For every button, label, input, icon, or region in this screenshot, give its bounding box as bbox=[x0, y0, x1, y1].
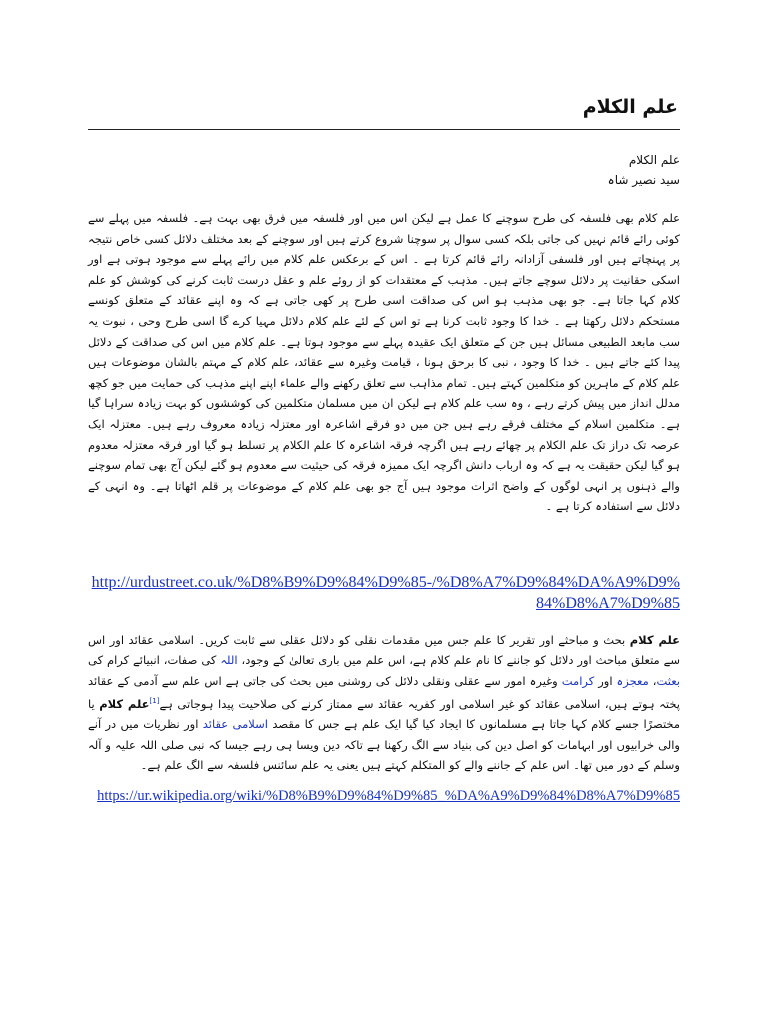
article-meta bbox=[88, 150, 680, 190]
wiki-link-islamic-beliefs[interactable]: اسلامی عقائد bbox=[202, 717, 268, 732]
para2-text-d: اور bbox=[594, 673, 617, 688]
meta-author: سید نصیر شاہ bbox=[607, 173, 680, 187]
source-link-wikipedia[interactable]: https://ur.wikipedia.org/wiki/%D8%B9%D9%84%D9%85_%DA%A9%D9%84%D8%A7%D9%85 bbox=[97, 788, 680, 804]
term-bold-2: علم کلام bbox=[99, 697, 150, 712]
wiki-link-karamat[interactable]: کرامت bbox=[561, 673, 595, 688]
page-title: علم الکلام bbox=[582, 96, 678, 118]
para2-text-f: یا مختصرًا جسے کلام کہا جاتا ہے مسلمانوں کا ایجاد کیا گیا ایک علم ہے جس کا مقصد bbox=[88, 697, 681, 732]
source-link-urdustreet[interactable]: http://urdustreet.co.uk/%D8%B9%D9%84%D9%85-/%D8%A7%D9%84%DA%A9%D9%84%D8%A7%D9%85 bbox=[91, 574, 680, 612]
para2-text-a: بحث و مباحثے اور تقریر کا علم جس میں مقدمات نقلی کو دلائل عقلی سے ثابت کریں۔ اسلامی عقائد اور اس سے متعلق مباحث اور دلائل کو جاننے کا نام علم کلام ہے، اس علم میں باری تعالیٰ کے وجود، bbox=[88, 633, 681, 668]
body-paragraph-1: علم کلام بھی فلسفہ کی طرح سوچنے کا عمل ہے لیکن اس میں اور فلسفہ میں فرق بھی بہت ہے۔ فلسفہ میں پہلے سے کوئی رائے قائم نہیں کی جاتی بلکہ کسی سوال پر سوچنا شروع کرتے ہیں اور سوچنے کے بعد مختلف دلائل کسی خاص نتیجہ پر پہنچاتے ہیں اور فلسفی آزادانہ رائے قائم کرتا ہے ۔ اس کے برعکس علم کلام میں رائے پہلے سے موجود ہوتی ہے اور اسکی حقانیت پر دلائل سوچے جاتے ہیں۔ مذہب کے معتقدات کو از روئے علم و عقل درست ثابت کرنے کی کوشش کو علم کلام کہا جاتا ہے۔ جو بھی مذہب ہو اس کی صداقت اسی طرح پر کھی جاتی ہے کہ وہ اپنے عقائد کے متعلق کونسے مستحکم دلائل رکھتا ہے ۔ خدا کا وجود ثابت کرنا ہے تو اس کے لئے علم کلام دلائل مہیا کرے گا اسی طرح وحی ، نبوت یہ سب مابعد الطبیعی مسائل ہیں جن کے متعلق ایک عقیدہ پہلے سے موجود ہوتا ہے۔ علم کلام میں اس کی صداقت کے دلائل پیدا کئے جاتے ہیں ۔ خدا کا وجود ، نبی کا برحق ہونا ، قیامت وغیرہ سے عقائد، علم کلام کے مہتم بالشان موضوعات ہیں علم کلام کے ماہرین کو متکلمین کہتے ہیں۔ تمام مذاہب سے تعلق رکھنے والے علماء اپنے اپنے مذہب کی حمایت میں جو کچھ مدلل انداز میں پیش کرتے رہے ، وہ سب علم کلام ہے لیکن ان میں مسلمان متکلمین کی کوششوں کو بہت زیادہ سراہا گیا ہے۔ متکلمین اسلام کے مختلف فرقے رہے ہیں جن میں دو فرقے اشاعرہ اور معتزلہ زیادہ معروف رہے ہیں۔ معتزلہ ایک عرصہ تک دراز تک علم الکلام پر چھائے رہے ہیں اگرچہ فرقہ اشاعرہ کا علم الکلام پر تسلط ہو گیا اور فرقہ معتزلہ معدوم ہو گیا لیکن حقیقت یہ ہے کہ وہ ارباب دانش اگرچہ ایک ممیزہ فرقہ کی حیثیت سے معدوم ہو گئے لیکن آج بھی تمام سوچنے والے ذہنوں پر انہی لوگوں کے واضح اثرات موجود ہیں آج جو بھی علم کلام کے موضوعات پر قلم اٹھاتا ہے۔ وہ انہی کے دلائل سے استفادہ کرتا ہے ۔ bbox=[88, 211, 680, 514]
wiki-link-bisat[interactable]: بعثت bbox=[656, 673, 680, 688]
body-paragraph-2 bbox=[88, 630, 680, 776]
wiki-link-allah[interactable]: اللہ bbox=[220, 653, 238, 668]
citation-superscript[interactable]: [1] bbox=[149, 697, 160, 706]
para2-text-b: کی صفات، انبیائے کرام کی bbox=[88, 653, 221, 668]
title-divider bbox=[88, 129, 680, 130]
meta-title: علم الکلام bbox=[628, 153, 680, 167]
para2-text-g: اور نظریات میں در آنے والی خرابیوں اور ابہامات کو اصل دین کی بنیاد سے الگ رکھنا ہے تاکہ دین ویسا ہی رہے جیسا کہ نبی صلی اللہ علیہ و آلہ وسلم کے دور میں تھا۔ اس علم کے جاننے والے کو المتکلم کہتے ہیں یعنی یہ علم سائنس فلسفہ سے الگ علم ہے۔ bbox=[88, 717, 680, 773]
wiki-link-mojiza[interactable]: معجزہ bbox=[616, 673, 649, 688]
para2-text-c: ، bbox=[648, 673, 657, 688]
para2-text-e: وغیرہ امور سے عقلی ونقلی دلائل کی روشنی میں بحث کی جاتی ہے اس علم سے آدمی کے عقائد پختہ ہوتے ہیں، اسلامی عقائد کو غیر اسلامی اور کفریہ عقائد سے ممتاز کرنے کی صلاحیت پیدا ہوجاتی ہے bbox=[88, 673, 680, 712]
term-bold: علم کلام bbox=[629, 633, 681, 647]
